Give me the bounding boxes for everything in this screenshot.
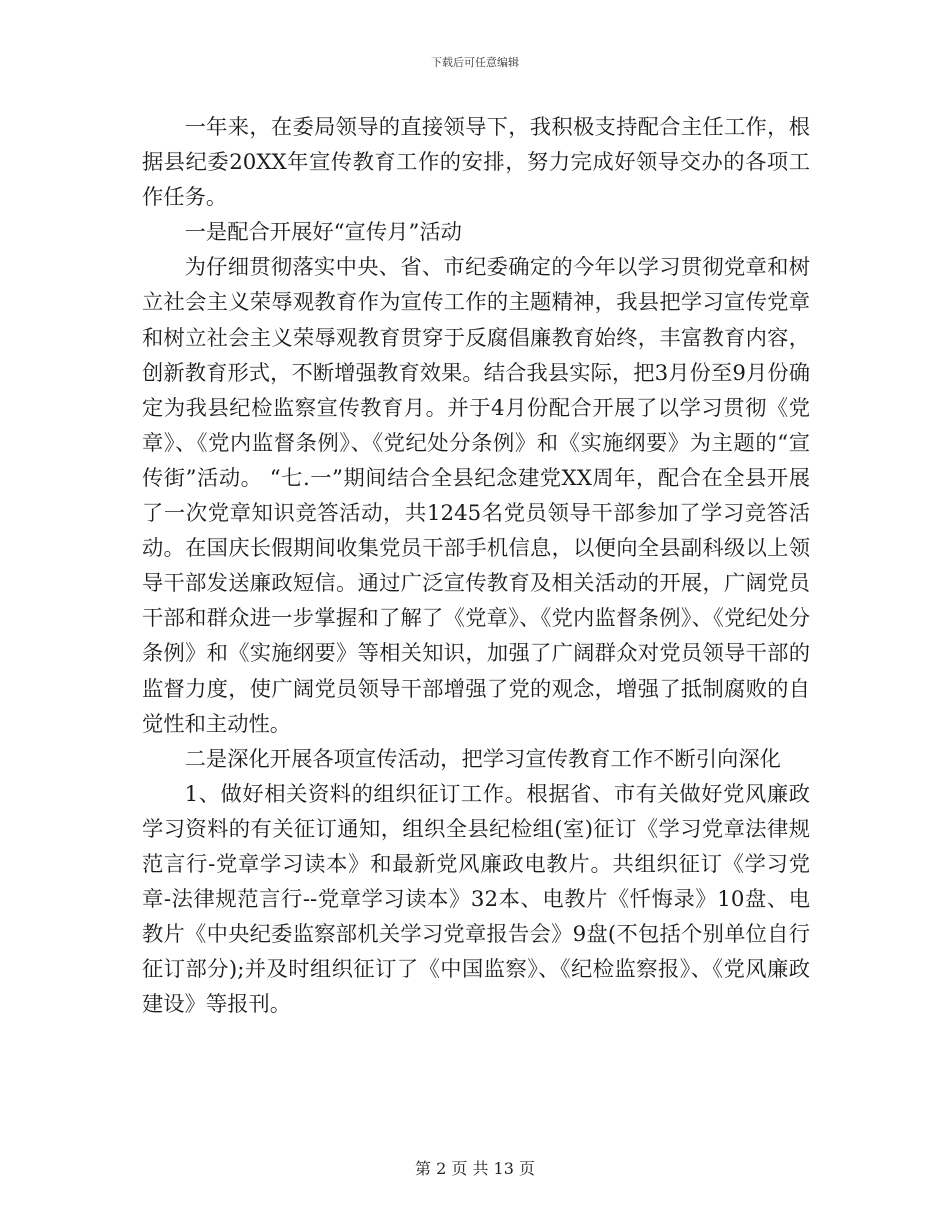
page-header-note: 下载后可任意编辑 — [431, 56, 519, 69]
section-heading-1: 一是配合开展好“宣传月”活动 — [184, 220, 462, 246]
paragraph-intro: 一年来，在委局领导的直接领导下，我积极支持配合主任工作，根据县纪委20XX年宣传教育工作的安排，努力完成好领导交办的各项工作任务。 — [142, 115, 810, 211]
section-heading-2: 二是深化开展各项宣传活动，把学习宣传教育工作不断引向深化 — [184, 746, 781, 772]
paragraph-propaganda-month: 为仔细贯彻落实中央、省、市纪委确定的今年以学习贯彻党章和树立社会主义荣辱观教育作为宣传工作的主题精神，我县把学习宣传党章和树立社会主义荣辱观教育贯穿于反腐倡廉教育始终，丰富教育内容，创新教育形式，不断增强教育效果。结合我县实际，把3月份至9月份确定为我县纪检监察宣传教育月。并于4月份配合开展了以学习贯彻《党章》、《党内监督条例》、《党纪处分条例》和《实施纲要》为主题的“宣传街”活动。 “七.一”期间结合全县纪念建党XX周年，配合在全县开展了一次党章知识竞答活动，共1245名党员领导干部参加了学习竞答活动。在国庆长假期间收集党员干部手机信息，以便向全县副科级以上领导干部发送廉政短信。通过广泛宣传教育及相关活动的开展，广阔党员干部和群众进一步掌握和了解了《党章》、《党内监督条例》、《党纪处分条例》和《实施纲要》等相关知识，加强了广阔群众对党员领导干部的监督力度，使广阔党员领导干部增强了党的观念，增强了抵制腐败的自觉性和主动性。 — [142, 255, 810, 737]
page-number-footer: 第 2 页 共 13 页 — [415, 1159, 535, 1178]
document-body — [142, 110, 810, 1022]
paragraph-materials-ordering: 1、做好相关资料的组织征订工作。根据省、市有关做好党风廉政学习资料的有关征订通知，组织全县纪检组(室)征订《学习党章法律规范言行-党章学习读本》和最新党风廉政电教片。共组织征订《学习党章-法律规范言行--党章学习读本》32本、电教片《忏悔录》10盘、电教片《中央纪委监察部机关学习党章报告会》9盘(不包括个别单位自行征订部分);并及时组织征订了《中国监察》、《纪检监察报》、《党风廉政建设》等报刊。 — [142, 781, 810, 1018]
